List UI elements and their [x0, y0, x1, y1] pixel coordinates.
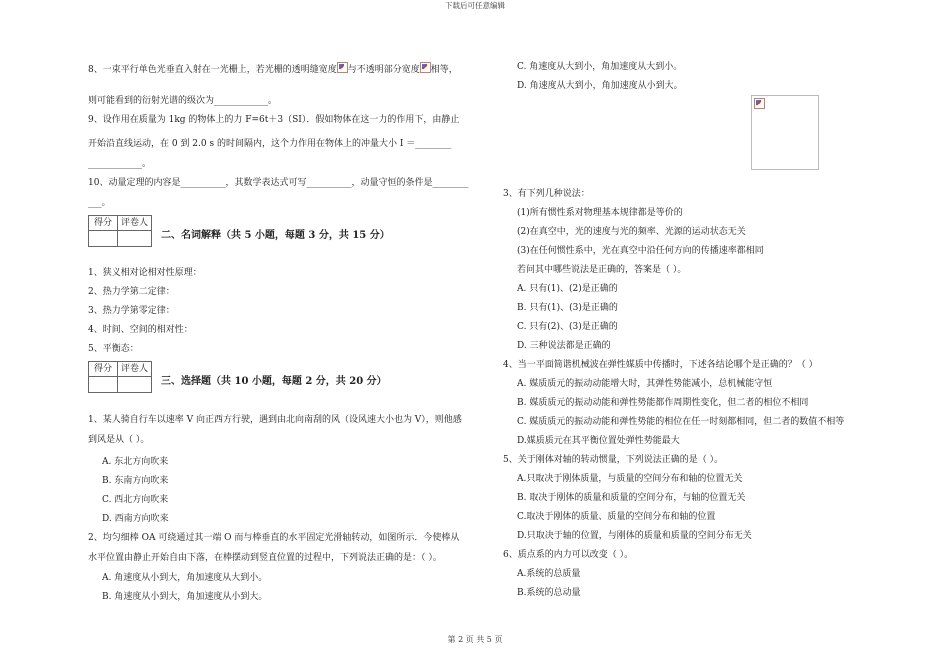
c5-option-c: C.取决于刚体的质量、质量的空间分布和轴的位置 [517, 512, 716, 522]
score-box-blank-row [89, 376, 151, 393]
c1-option-a: A. 东北方向吹来 [102, 457, 169, 467]
score-label: 得分 [89, 216, 118, 230]
grader-label: 评卷人 [120, 364, 148, 374]
section-2-title: 二、名词解释（共 5 小题，每题 3 分，共 15 分） [161, 230, 390, 241]
c6-option-b: B.系统的总动量 [517, 588, 581, 598]
c2-option-a: A. 角速度从小到大，角加速度从大到小。 [102, 573, 268, 583]
c3-option-d: D. 三种说法都是正确的 [517, 341, 611, 351]
sec2-item-3: 3、热力学第零定律： [88, 306, 175, 316]
score-box-section-2 [88, 215, 152, 247]
c5-option-d: D.只取决于轴的位置，与刚体的质量和质量的空间分布无关 [517, 531, 752, 541]
q8-line-2: 则可能看到的衍射光谱的级次为____________。 [88, 96, 278, 106]
broken-image-icon [420, 62, 431, 73]
c4-line-1: 4、当一平面简谐机械波在弹性媒质中传播时，下述各结论哪个是正确的？（ ） [503, 360, 818, 370]
broken-image-icon [337, 62, 348, 73]
score-box-section-3 [88, 361, 152, 393]
c1-line-2: 到风是从（ ）。 [88, 435, 150, 445]
left-column [88, 0, 498, 630]
grader-label: 评卷人 [120, 218, 148, 228]
c1-option-c: C. 西北方向吹来 [102, 495, 169, 505]
q9-line-3: ____________。 [88, 159, 152, 169]
c1-option-b: B. 东南方向吹来 [102, 476, 169, 486]
c2-option-b: B. 角速度从小到大，角加速度从小到大。 [102, 592, 268, 602]
q9-line-2: 开始沿直线运动，在 0 到 2.0 s 的时间隔内，这个力作用在物体上的冲量大小 I ＝________ [88, 139, 452, 149]
c4-option-c: C. 媒质质元的振动动能和弹性势能的相位在任一时刻都相同，但二者的数值不相等 [517, 417, 845, 427]
sec2-item-4: 4、时间、空间的相对性： [88, 325, 193, 335]
page-footer: 第 2 页 共 5 页 [447, 635, 503, 644]
c1-option-d: D. 西南方向吹来 [102, 514, 169, 524]
figure-placeholder [751, 95, 819, 170]
score-box-blank-row [89, 230, 151, 247]
q8-line-1 [88, 62, 458, 76]
c3-option-b: B. 只有(1)、(3)是正确的 [517, 303, 618, 313]
q8-text-a: 8、一束平行单色光垂直入射在一光栅上，若光栅的透明缝宽度 [88, 65, 337, 75]
c5-option-b: B. 取决于刚体的质量和质量的空间分布，与轴的位置无关 [517, 493, 746, 503]
c6-option-a: A.系统的总质量 [517, 569, 581, 579]
q10-line-2: ___。 [88, 198, 111, 208]
right-column [503, 0, 883, 630]
page-header: 下载后可任意编辑 [445, 1, 505, 10]
c3-option-a: A. 只有(1)、(2)是正确的 [517, 284, 618, 294]
c3-question: 若问其中哪些说法是正确的，答案是（ ）。 [517, 265, 687, 275]
c1-line-1: 1、某人骑自行车以速率 V 向正西方行驶，遇到由北向南刮的风（设风速大小也为 V），则他感 [88, 415, 462, 425]
c4-option-d: D.媒质质元在其平衡位置处弹性势能最大 [517, 436, 680, 446]
q10-line-1: 10、动量定理的内容是__________，其数学表达式可写__________，动量守恒的条件是________ [88, 178, 469, 188]
q9-line-1: 9、设作用在质量为 1kg 的物体上的力 F=6t＋3（SI）．假如物体在这一力的作用下，由静止 [88, 115, 460, 125]
c2-option-c: C. 角速度从大到小，角加速度从大到小。 [517, 62, 683, 72]
section-3-title: 三、选择题（共 10 小题，每题 2 分，共 20 分） [161, 376, 387, 387]
c2-line-1: 2、均匀细棒 OA 可绕通过其一端 O 而与棒垂直的水平固定光滑轴转动，如图所示．今使棒从 [88, 533, 460, 543]
score-label: 得分 [89, 362, 118, 376]
c3-line-1: 3、有下列几种说法： [503, 189, 590, 199]
c6-line-1: 6、质点系的内力可以改变（ ）。 [503, 550, 634, 560]
c3-option-c: C. 只有(2)、(3)是正确的 [517, 322, 618, 332]
c4-option-a: A. 媒质质元的振动动能增大时，其弹性势能减小，总机械能守恒 [517, 379, 773, 389]
broken-image-icon [754, 98, 765, 109]
c2-option-d: D. 角速度从大到小，角加速度从小到大。 [517, 81, 683, 91]
c3-stmt-3: (3)在任何惯性系中，光在真空中沿任何方向的传播速率都相同 [517, 246, 764, 256]
q8-text-b: 与不透明部分宽度 [347, 65, 420, 75]
c3-stmt-2: (2)在真空中，光的速度与光的频率、光源的运动状态无关 [517, 227, 746, 237]
c2-line-2: 水平位置由静止开始自由下落，在棒摆动到竖直位置的过程中，下列说法正确的是：（ ）。 [88, 553, 442, 563]
c4-option-b: B. 媒质质元的振动动能和弹性势能都作周期性变化，但二者的相位不相同 [517, 398, 809, 408]
q8-text-c: 相等， [430, 65, 458, 75]
sec2-item-1: 1、狭义相对论相对性原理： [88, 268, 202, 278]
sec2-item-5: 5、平衡态： [88, 344, 139, 354]
c5-line-1: 5、关于刚体对轴的转动惯量，下列说法正确的是（ ）。 [503, 455, 724, 465]
c3-stmt-1: (1)所有惯性系对物理基本规律都是等价的 [517, 208, 683, 218]
sec2-item-2: 2、热力学第二定律： [88, 287, 175, 297]
c5-option-a: A.只取决于刚体质量，与质量的空间分布和轴的位置无关 [517, 474, 743, 484]
